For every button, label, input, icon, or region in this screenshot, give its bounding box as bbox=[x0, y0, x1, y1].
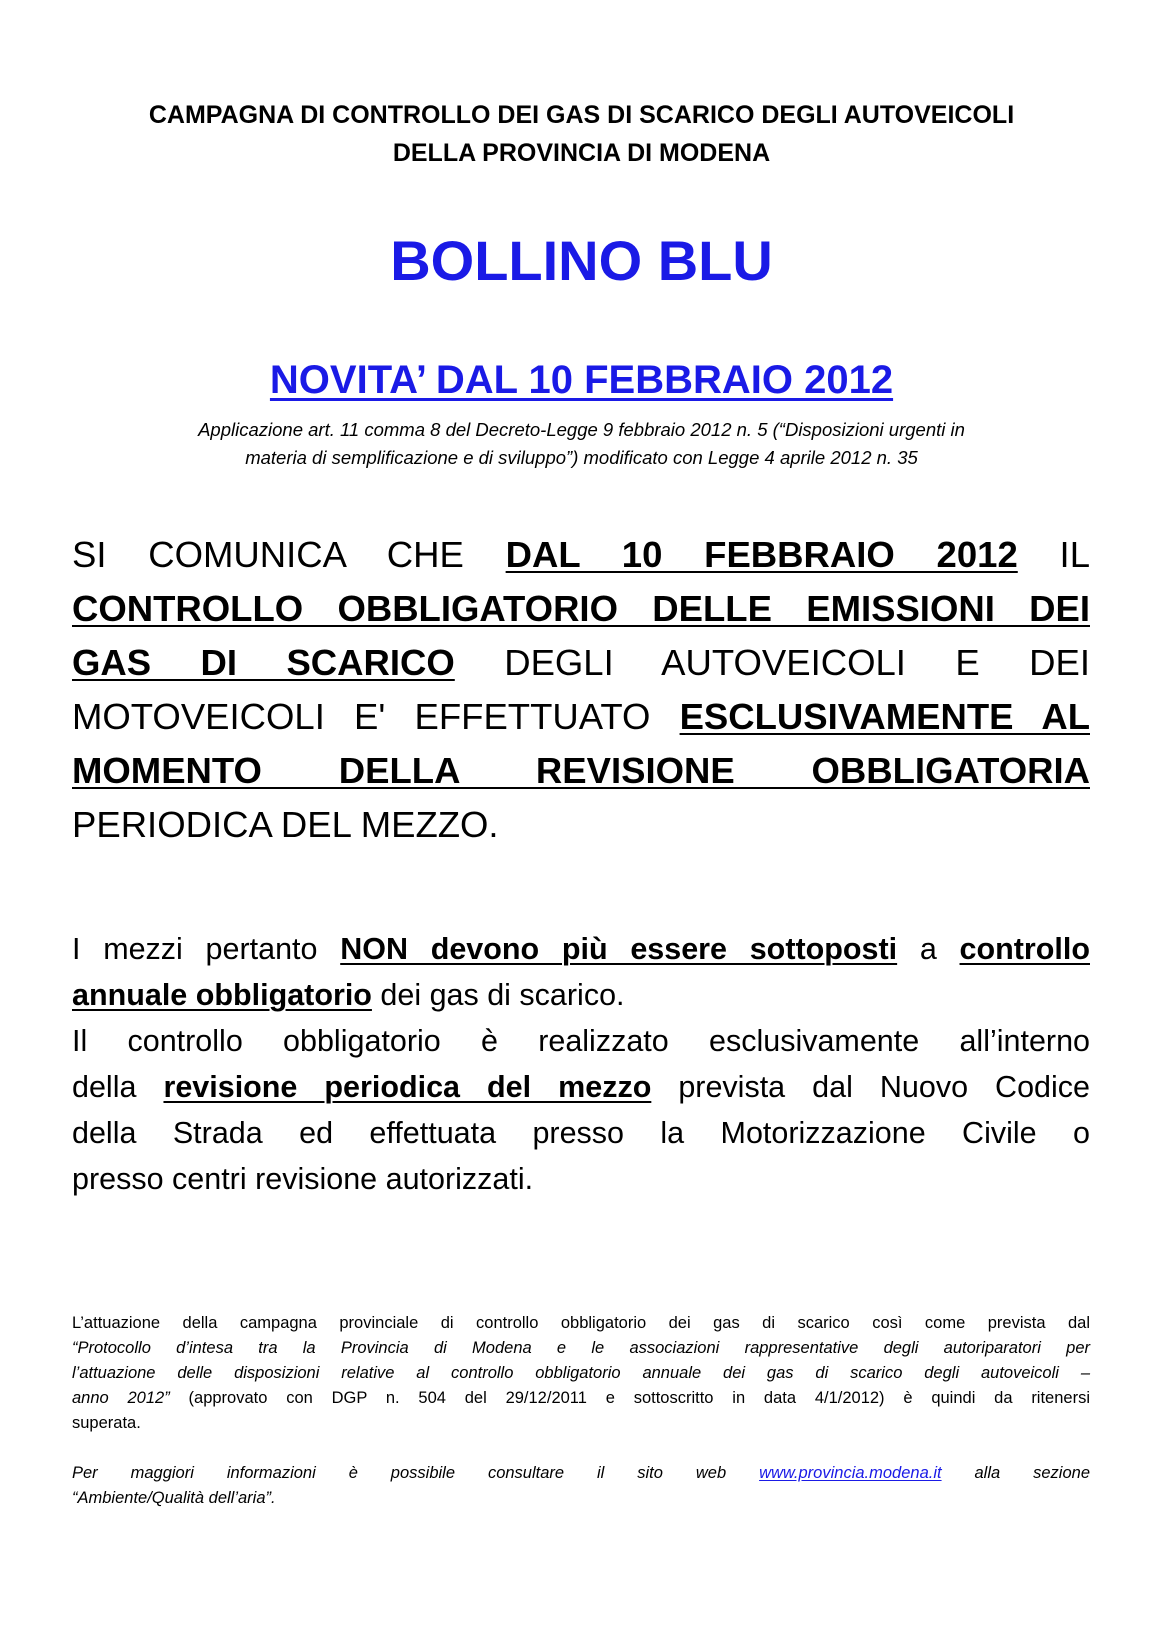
body-paragraph bbox=[72, 926, 1090, 1202]
legal-reference-line-1: Applicazione art. 11 comma 8 del Decreto-Legge 9 febbraio 2012 n. 5 (“Disposizioni urgenti in bbox=[198, 419, 965, 440]
more-info bbox=[72, 1461, 1090, 1511]
announcement-line bbox=[72, 528, 1090, 582]
page-subtitle bbox=[70, 355, 1093, 405]
body-emphasis: revisione periodica del mezzo bbox=[163, 1070, 652, 1104]
body-text: presso centri revisione autorizzati. bbox=[72, 1162, 534, 1196]
announcement-line bbox=[72, 798, 1090, 852]
body-line bbox=[72, 1110, 1090, 1156]
more-info-line bbox=[72, 1461, 1090, 1486]
subtitle-text: NOVITA’ DAL 10 FEBBRAIO 2012 bbox=[269, 358, 894, 402]
more-info-text: alla sezione bbox=[941, 1464, 1090, 1482]
body-text: dei gas di scarico. bbox=[371, 978, 625, 1012]
footnote-line bbox=[72, 1361, 1090, 1386]
body-emphasis: annuale obbligatorio bbox=[72, 978, 372, 1012]
body-emphasis: NON devono più essere sottoposti bbox=[340, 932, 898, 966]
footnote-line bbox=[72, 1336, 1090, 1361]
announcement-block bbox=[72, 528, 1090, 852]
body-text: I mezzi pertanto bbox=[72, 932, 341, 966]
body-line bbox=[72, 1156, 1090, 1202]
announcement-line bbox=[72, 582, 1090, 636]
body-line bbox=[72, 972, 1090, 1018]
page-title: BOLLINO BLU bbox=[390, 229, 773, 292]
footnote bbox=[72, 1311, 1090, 1436]
announcement-emphasis: CONTROLLO OBBLIGATORIO DELLE EMISSIONI DEI bbox=[72, 588, 1090, 629]
announcement-emphasis: GAS DI SCARICO bbox=[72, 642, 455, 683]
body-line bbox=[72, 1018, 1090, 1064]
footnote-text: (approvato con DGP n. 504 del 29/12/2011 e sottoscritto in data 4/1/2012) è quindi da ritenersi bbox=[169, 1389, 1090, 1407]
announcement-line bbox=[72, 636, 1090, 690]
footnote-text: superata. bbox=[72, 1414, 141, 1432]
more-info-line bbox=[72, 1486, 1090, 1511]
announcement-text: DEGLI AUTOVEICOLI E DEI bbox=[454, 642, 1090, 683]
header-line-2: DELLA PROVINCIA DI MODENA bbox=[392, 139, 771, 167]
announcement-emphasis: ESCLUSIVAMENTE AL bbox=[679, 696, 1090, 737]
footnote-line bbox=[72, 1386, 1090, 1411]
document-header bbox=[70, 96, 1093, 172]
announcement-line bbox=[72, 744, 1090, 798]
footnote-quote: l’attuazione delle disposizioni relative al controllo obbligatorio annuale dei gas di scarico degli autoveicoli – bbox=[72, 1364, 1090, 1382]
body-text: Il controllo obbligatorio è realizzato esclusivamente all’interno bbox=[72, 1024, 1090, 1058]
announcement-emphasis: MOMENTO DELLA REVISIONE OBBLIGATORIA bbox=[72, 750, 1090, 791]
body-text: a bbox=[897, 932, 960, 966]
body-text: prevista dal Nuovo Codice bbox=[651, 1070, 1090, 1104]
footnote-text: L’attuazione della campagna provinciale di controllo obbligatorio dei gas di scarico così come prevista dal bbox=[72, 1314, 1090, 1332]
header-line-1: CAMPAGNA DI CONTROLLO DEI GAS DI SCARICO DEGLI AUTOVEICOLI bbox=[148, 101, 1015, 129]
footnote-line bbox=[72, 1411, 1090, 1436]
body-text: della Strada ed effettuata presso la Motorizzazione Civile o bbox=[72, 1116, 1090, 1150]
announcement-line bbox=[72, 690, 1090, 744]
announcement-text: MOTOVEICOLI E' EFFETTUATO bbox=[72, 696, 680, 737]
legal-reference-line-2: materia di semplificazione e di sviluppo”) modificato con Legge 4 aprile 2012 n. 35 bbox=[245, 447, 918, 468]
body-emphasis: controllo bbox=[959, 932, 1090, 966]
announcement-emphasis: DAL 10 FEBBRAIO 2012 bbox=[505, 534, 1018, 575]
announcement-text: IL bbox=[1017, 534, 1090, 575]
footnote-line bbox=[72, 1311, 1090, 1336]
body-line bbox=[72, 926, 1090, 972]
body-text: della bbox=[72, 1070, 164, 1104]
more-info-text: Per maggiori informazioni è possibile consultare il sito web bbox=[72, 1464, 760, 1482]
footnote-quote: anno 2012” bbox=[72, 1389, 170, 1407]
website-link[interactable]: www.provincia.modena.it bbox=[759, 1464, 942, 1482]
more-info-text: “Ambiente/Qualità dell’aria”. bbox=[72, 1489, 276, 1507]
body-line bbox=[72, 1064, 1090, 1110]
footnote-quote: “Protocollo d’intesa tra la Provincia di Modena e le associazioni rappresentative degli autoriparatori per bbox=[72, 1339, 1090, 1357]
announcement-text: SI COMUNICA CHE bbox=[72, 534, 506, 575]
announcement-text: PERIODICA DEL MEZZO. bbox=[72, 804, 499, 845]
legal-reference bbox=[100, 416, 1063, 472]
